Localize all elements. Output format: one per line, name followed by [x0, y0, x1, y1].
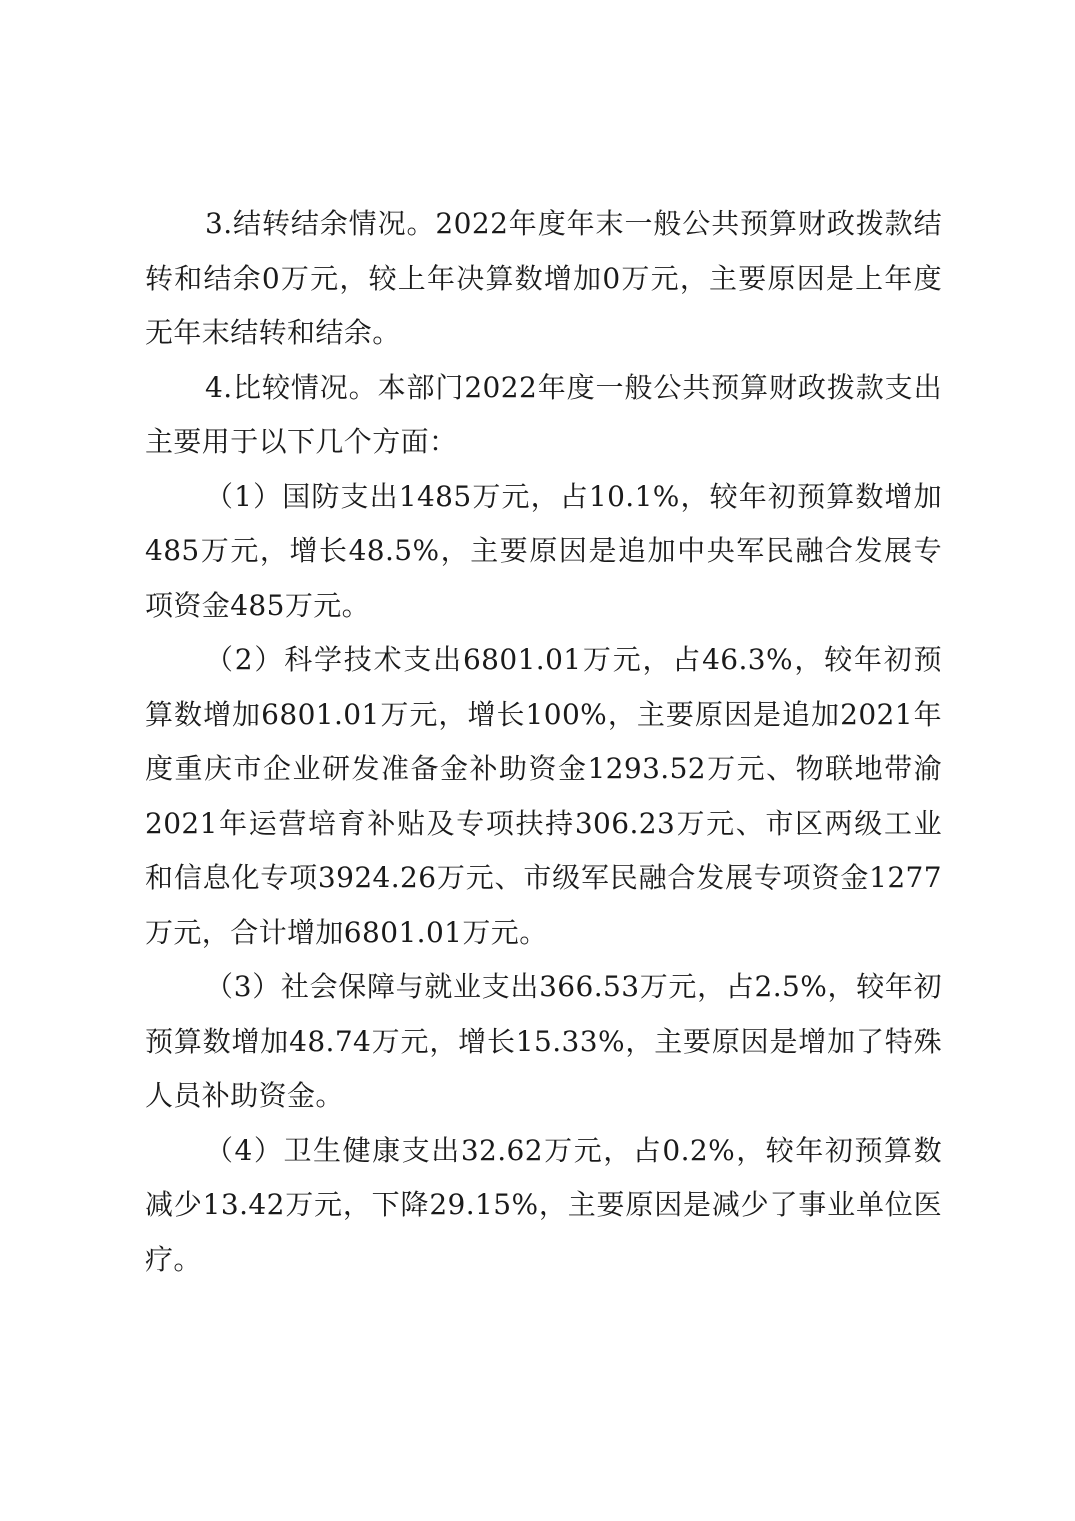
- paragraph-science-tech-expenditure: （2）科学技术支出6801.01万元，占46.3%，较年初预算数增加6801.01万元，增长100%，主要原因是追加2021年度重庆市企业研发准备金补助资金1293.52万元、物联地带渝2021年运营培育补贴及专项扶持306.23万元、市区两级工业和信息化专项3924.26万元、市级军民融合发展专项资金1277万元，合计增加6801.01万元。: [145, 643, 942, 949]
- paragraph-health-expenditure: （4）卫生健康支出32.62万元，占0.2%，较年初预算数减少13.42万元，下降29.15%，主要原因是减少了事业单位医疗。: [145, 1133, 942, 1276]
- paragraph-carryover: 3.结转结余情况。2022年度年末一般公共预算财政拨款结转和结余0万元，较上年决算数增加0万元，主要原因是上年度无年末结转和结余。: [145, 207, 942, 349]
- paragraph-comparison-intro: 4.比较情况。本部门2022年度一般公共预算财政拨款支出主要用于以下几个方面：: [145, 370, 942, 458]
- paragraph-defense-expenditure: （1）国防支出1485万元，占10.1%，较年初预算数增加485万元，增长48.5%，主要原因是追加中央军民融合发展专项资金485万元。: [145, 479, 942, 622]
- document-body: [145, 197, 942, 1287]
- paragraph-social-security-expenditure: （3）社会保障与就业支出366.53万元，占2.5%，较年初预算数增加48.74万元，增长15.33%，主要原因是增加了特殊人员补助资金。: [145, 970, 942, 1112]
